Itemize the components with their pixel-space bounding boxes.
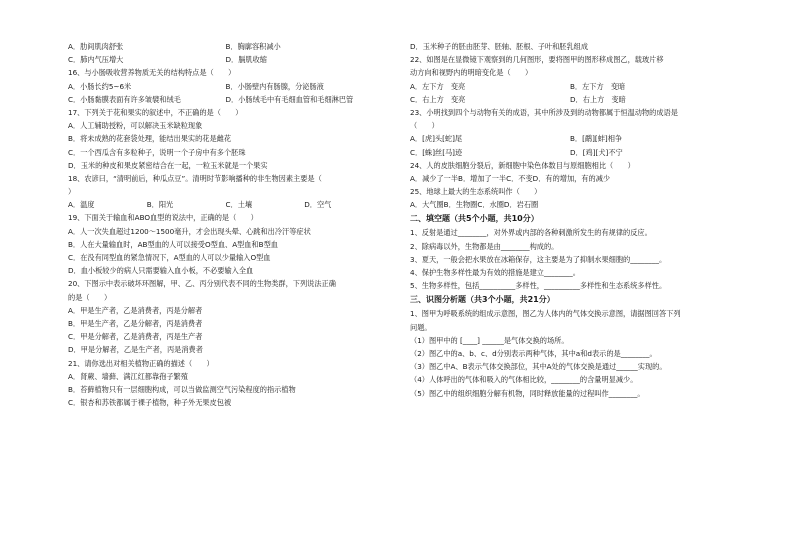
option-row (410, 132, 730, 145)
option-row (68, 40, 383, 53)
text-line: A．人一次失血超过1200～1500毫升，才会出现头晕、心跳和出冷汗等症状 (68, 226, 311, 236)
text-line: （2）图乙中的a、b、c、d分别表示两种气体，其中a和d表示的是________。 (410, 348, 657, 358)
section-heading: 三、识图分析题（共3个小题，共21分） (410, 295, 555, 305)
text-line: D．玉米种子的胚由胚芽、胚轴、胚根、子叶和胚乳组成 (410, 42, 589, 51)
text-line: 动方向和视野内的明暗变化是（ ） (410, 68, 533, 78)
text-line: 18、农谚曰，“清明前后，种瓜点豆”。清明时节影响播种的非生物因素主要是（ (68, 173, 322, 183)
text-line: A．甲是生产者，乙是消费者，丙是分解者 (68, 305, 203, 315)
text-line: 2、除病毒以外，生物都是由________构成的。 (410, 241, 559, 251)
text-line: 21、请你选出对相关植物正确的描述（ ） (68, 358, 214, 368)
text-line: A．肾蕨、墙藓、满江红都靠孢子繁殖 (68, 371, 188, 381)
option: A．温度 (68, 200, 95, 210)
text-line: 22、如图是在显微镜下观察到的几何图形，要将图甲的图形移成图乙，载玻片移 (410, 55, 664, 65)
text-line: D．血小板较少的病人只需要输入血小板，不必要输入全血 (68, 266, 254, 276)
option: C．[蛛]丝[马]迹 (410, 147, 463, 157)
text-line: C．在没有同型血的紧急情况下，A型血的人可以少量输入O型血 (68, 253, 271, 262)
text-line: C．一个西瓜含有多粒种子，说明一个子房中有多个胚珠 (68, 147, 246, 157)
option: C．小肠黏膜表面有许多皱襞和绒毛 (68, 94, 181, 104)
option: C．肺内气压增大 (68, 55, 124, 65)
option: D．膈肌收缩 (225, 55, 267, 65)
option-row (68, 93, 383, 106)
text-line: 23、小明找到四个与动物有关的成语，其中所涉及到的动物都属于恒温动物的成语是 (410, 107, 678, 117)
option: C．右上方 变亮 (410, 94, 466, 104)
text-line: （ ） (410, 121, 439, 131)
text-line: （1）图甲中的 [____] ______是气体交换的场所。 (410, 335, 569, 345)
text-line: （3）图乙中A、B表示气体交换部位，其中A处的气体交换是通过______实现的。 (410, 362, 667, 372)
text-line: B．将未成熟的花套袋处理，能结出果实的花是雌花 (68, 134, 232, 144)
text-line: D．甲是分解者，乙是生产者，丙是消费者 (68, 345, 203, 355)
text-line: C．甲是分解者，乙是消费者，丙是生产者 (68, 332, 203, 342)
option-row (410, 146, 730, 159)
text-line: 4、保护生物多样性最为有效的措施是建立________。 (410, 268, 580, 277)
text-line: 5、生物多样性，包括__________多样性，__________多样性和生态系统多样性。 (410, 281, 667, 291)
option: B．阳光 (146, 200, 174, 210)
option: D．[鸡][犬]不宁 (570, 147, 623, 157)
option-row (410, 93, 730, 106)
text-line: D．玉米的种皮和果皮紧密结合在一起，一粒玉米就是一个果实 (68, 160, 268, 170)
text-line: （4）人体呼出的气体和吸入的气体相比较，________的含量明显减少。 (410, 375, 638, 385)
option-row (68, 80, 383, 93)
option: B．左下方 变暗 (570, 81, 626, 91)
right-column (410, 40, 730, 400)
text-line: 的是（ ） (68, 292, 112, 302)
option: A．左下方 变亮 (410, 81, 466, 91)
text-line: B．人在大量输血时，AB型血的人可以接受O型血、A型血和B型血 (68, 239, 278, 249)
option: B．[鹬][蚌]相争 (570, 134, 623, 144)
text-line: C．银杏和苏铁都属于裸子植物，种子外无果皮包被 (68, 398, 232, 408)
option: C．土壤 (225, 200, 253, 210)
section-heading: 二、填空题（共5个小题，共10分） (410, 214, 539, 224)
text-line: 16、与小肠吸收营养物质无关的结构特点是（ ） (68, 68, 236, 78)
option-row (410, 80, 730, 93)
option: D．右上方 变暗 (570, 94, 626, 104)
option-row (68, 198, 383, 211)
option: A．小肠长约5~6米 (68, 81, 132, 91)
option: A．[虎]头[蛇]尾 (410, 134, 463, 144)
text-line: 1、反射是通过________，对外界或内部的各种刺激所发生的有规律的反应。 (410, 228, 652, 238)
option: B．胸廓容积减小 (225, 42, 281, 51)
text-line: A．人工辅助授粉，可以解决玉米缺粒现象 (68, 121, 203, 131)
text-line: 19、下面关于输血和ABO血型的说法中，正确的是（ ） (68, 213, 258, 223)
text-line: B．甲是生产者，乙是分解者，丙是消费者 (68, 318, 203, 328)
left-column (68, 40, 383, 409)
text-line: 24、人的皮肤细胞分裂后，新细胞中染色体数目与原细胞相比（ ） (410, 160, 635, 170)
text-line: A．减少了一半B．增加了一半C．不变D．有的增加，有的减少 (410, 173, 611, 183)
option-row (68, 53, 383, 66)
text-line: 25、地球上最大的生态系统叫作（ ） (410, 187, 542, 197)
text-line: 3、夏天，一般会把水果放在冰箱保存，这主要是为了抑制水果细胞的________。 (410, 254, 667, 264)
text-line: 20、下图示中表示破坏环图解，甲、乙、丙分别代表不同的生物类群，下列说法正确 (68, 279, 336, 289)
text-line: 17、下列关于花和果实的叙述中，不正确的是（ ） (68, 107, 243, 117)
text-line: 问题。 (410, 322, 432, 332)
text-line: 1、图甲为呼吸系统的组成示意图，图乙为人体内的气体交换示意图，请据图回答下列 (410, 309, 681, 319)
text-line: （5）图乙中的组织细胞分解有机物，同时释放能量的过程叫作________。 (410, 388, 645, 398)
text-line: B．苔藓植物只有一层细胞构成，可以当做监测空气污染程度的指示植物 (68, 384, 296, 394)
option: A．肋间肌肉舒张 (68, 42, 124, 51)
option: D．空气 (304, 200, 332, 210)
option: D．小肠绒毛中有毛细血管和毛细淋巴管 (225, 94, 354, 104)
text-line: A．大气圈B．生物圈C．水圈D．岩石圈 (410, 200, 539, 210)
option: B．小肠壁内有肠腺，分泌肠液 (225, 81, 324, 91)
text-line: ） (68, 187, 76, 197)
